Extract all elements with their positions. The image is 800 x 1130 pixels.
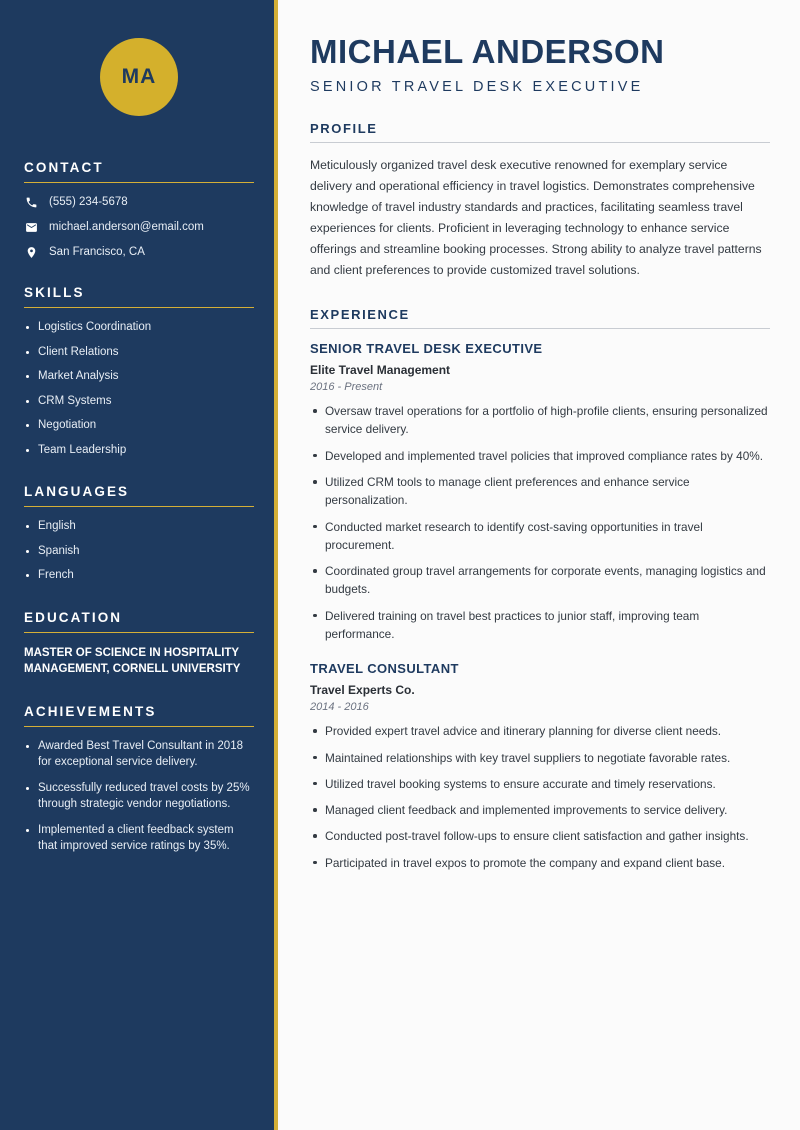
experience-section xyxy=(310,307,770,872)
list-item: Managed client feedback and implemented improvements to service delivery. xyxy=(310,801,770,819)
list-item: Client Relations xyxy=(24,345,254,361)
phone-icon xyxy=(24,195,38,209)
list-item: Coordinated group travel arrangements for corporate events, managing logistics and budgets. xyxy=(310,562,770,599)
avatar-container xyxy=(24,0,254,160)
list-item: Oversaw travel operations for a portfolio of high-profile clients, ensuring personalized service delivery. xyxy=(310,402,770,439)
avatar: MA xyxy=(100,38,178,116)
achievements-heading: ACHIEVEMENTS xyxy=(24,704,254,727)
contact-location-value: San Francisco, CA xyxy=(49,246,145,258)
profile-text: Meticulously organized travel desk executive renowned for exemplary service delivery and operational efficiency in travel logistics. Demonstrates comprehensive knowledge of travel industry standards and practices, facilitating seamless travel experiences for clients. Proficient in leveraging technology to enhance service offerings and streamline booking processes. Strong ability to analyze travel patterns and client preferences to provide customized travel solutions. xyxy=(310,158,762,278)
profile-heading: PROFILE xyxy=(310,121,770,143)
job-title: TRAVEL CONSULTANT xyxy=(310,661,459,677)
list-item: Logistics Coordination xyxy=(24,320,254,336)
sidebar xyxy=(0,0,278,1130)
contact-section xyxy=(24,160,254,259)
achievements-list xyxy=(24,739,254,854)
list-item: Utilized travel booking systems to ensure accurate and timely reservations. xyxy=(310,775,770,793)
education-entry: MASTER OF SCIENCE IN HOSPITALITY MANAGEMENT, CORNELL UNIVERSITY xyxy=(24,646,241,676)
job-company: Travel Experts Co. xyxy=(310,683,415,698)
list-item: Negotiation xyxy=(24,418,254,434)
list-item: Successfully reduced travel costs by 25% through strategic vendor negotiations. xyxy=(24,781,254,812)
job-subtitle: SENIOR TRAVEL DESK EXECUTIVE xyxy=(310,79,644,96)
contact-phone[interactable] xyxy=(24,195,254,209)
list-item: Spanish xyxy=(24,544,254,560)
education-heading: EDUCATION xyxy=(24,610,254,633)
job-dates: 2016 - Present xyxy=(310,381,383,394)
experience-entry xyxy=(310,661,770,872)
languages-list xyxy=(24,519,254,584)
experience-entry xyxy=(310,341,770,643)
email-icon xyxy=(24,220,38,234)
list-item: Team Leadership xyxy=(24,443,254,459)
list-item: English xyxy=(24,519,254,535)
list-item: Conducted market research to identify cost-saving opportunities in travel procurement. xyxy=(310,518,770,555)
profile-section xyxy=(310,121,770,281)
contact-location[interactable] xyxy=(24,245,254,259)
job-dates: 2014 - 2016 xyxy=(310,701,369,714)
list-item: Market Analysis xyxy=(24,369,254,385)
list-item: French xyxy=(24,568,254,584)
skills-list xyxy=(24,320,254,458)
main-content xyxy=(278,0,800,1130)
list-item: Maintained relationships with key travel suppliers to negotiate favorable rates. xyxy=(310,749,770,767)
skills-heading: SKILLS xyxy=(24,285,254,308)
education-section xyxy=(24,610,254,678)
contact-email-value: michael.anderson@email.com xyxy=(49,221,204,233)
job-title: SENIOR TRAVEL DESK EXECUTIVE xyxy=(310,341,543,357)
list-item: Conducted post-travel follow-ups to ensure client satisfaction and gather insights. xyxy=(310,827,770,845)
contact-heading: CONTACT xyxy=(24,160,254,183)
job-company: Elite Travel Management xyxy=(310,363,451,378)
list-item: Delivered training on travel best practices to junior staff, improving team performance. xyxy=(310,607,770,644)
list-item: Participated in travel expos to promote the company and expand client base. xyxy=(310,854,770,872)
list-item: Awarded Best Travel Consultant in 2018 for exceptional service delivery. xyxy=(24,739,254,770)
languages-heading: LANGUAGES xyxy=(24,484,254,507)
list-item: Provided expert travel advice and itinerary planning for diverse client needs. xyxy=(310,722,770,740)
job-points-list xyxy=(310,402,770,643)
languages-section xyxy=(24,484,254,584)
list-item: CRM Systems xyxy=(24,394,254,410)
job-points-list xyxy=(310,722,770,872)
skills-section xyxy=(24,285,254,458)
page-title: MICHAEL ANDERSON xyxy=(310,33,665,70)
location-icon xyxy=(24,245,38,259)
achievements-section xyxy=(24,704,254,854)
list-item: Implemented a client feedback system that improved service ratings by 35%. xyxy=(24,823,254,854)
list-item: Developed and implemented travel policies that improved compliance rates by 40%. xyxy=(310,447,770,465)
experience-heading: EXPERIENCE xyxy=(310,307,770,329)
contact-email[interactable] xyxy=(24,220,254,234)
list-item: Utilized CRM tools to manage client preferences and enhance service personalization. xyxy=(310,473,770,510)
contact-phone-value: (555) 234-5678 xyxy=(49,196,128,208)
